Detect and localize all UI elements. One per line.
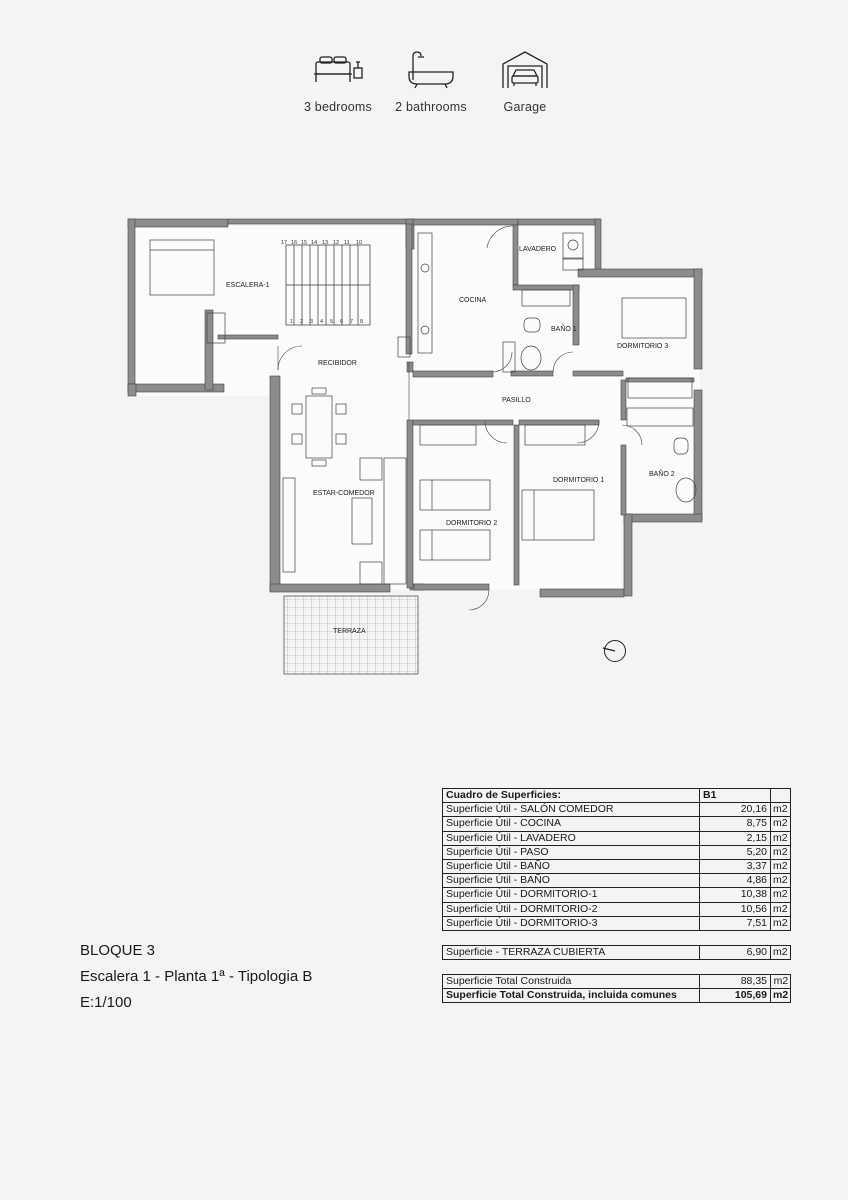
room-label-lavadero: LAVADERO	[519, 246, 557, 253]
row-name: Superficie Útil - PASO	[443, 845, 700, 859]
row-unit: m2	[771, 989, 791, 1003]
stair-number: 14	[311, 240, 318, 246]
row-name: Superficie Útil - SALÓN COMEDOR	[443, 803, 700, 817]
row-value: 7,51	[700, 916, 771, 930]
row-value: 6,90	[700, 946, 771, 960]
table-row	[443, 946, 791, 960]
table-row	[443, 916, 791, 930]
feature-bedrooms-label: 3 bedrooms	[303, 100, 372, 114]
room-label-bano1: BAÑO 1	[551, 326, 577, 333]
title-block	[80, 943, 312, 1021]
stair-number: 6	[340, 319, 344, 325]
row-name: Superficie Útil - COCINA	[443, 817, 700, 831]
row-name: Superficie Total Construida	[443, 975, 700, 989]
stair-number: 2	[300, 319, 304, 325]
row-value: 2,15	[700, 831, 771, 845]
row-value: 5,20	[700, 845, 771, 859]
table-column-header: B1	[700, 789, 771, 803]
stair-number: 4	[320, 319, 324, 325]
row-value: 88,35	[700, 975, 771, 989]
table-header-label: Cuadro de Superficies:	[443, 789, 700, 803]
room-fills	[131, 226, 700, 590]
row-value: 105,69	[700, 989, 771, 1003]
room-label-cocina: COCINA	[459, 297, 487, 304]
row-value: 8,75	[700, 817, 771, 831]
table-row	[443, 817, 791, 831]
room-label-recibidor: RECIBIDOR	[318, 360, 357, 367]
row-value: 20,16	[700, 803, 771, 817]
row-unit: m2	[771, 916, 791, 930]
table-row	[443, 859, 791, 873]
row-unit: m2	[771, 817, 791, 831]
table-row	[443, 874, 791, 888]
block-title: BLOQUE 3	[80, 942, 156, 959]
total-table	[442, 974, 791, 1003]
room-label-dormitorio1: DORMITORIO 1	[553, 477, 605, 484]
table-row	[443, 803, 791, 817]
row-unit: m2	[771, 975, 791, 989]
row-name: Superficie Útil - BAÑO	[443, 859, 700, 873]
stair-number: 7	[350, 319, 354, 325]
plan-description: Escalera 1 - Planta 1ª - Tipologia B	[80, 968, 313, 985]
table-row	[443, 989, 791, 1003]
room-label-bano2: BAÑO 2	[649, 471, 675, 478]
stair-number: 3	[310, 319, 314, 325]
row-unit: m2	[771, 888, 791, 902]
row-value: 10,38	[700, 888, 771, 902]
table-row	[443, 975, 791, 989]
stair-number: 11	[344, 240, 350, 246]
row-name: Superficie Útil - DORMITORIO-3	[443, 916, 700, 930]
row-value: 4,86	[700, 874, 771, 888]
row-name: Superficie Total Construida, incluida comunes	[443, 989, 700, 1003]
stair-number: 5	[330, 319, 334, 325]
stair-number: 17	[281, 240, 288, 246]
stair-number: 8	[360, 319, 364, 325]
stair-number: 13	[322, 240, 329, 246]
room-label-dormitorio2: DORMITORIO 2	[446, 520, 498, 527]
room-label-dormitorio3: DORMITORIO 3	[617, 343, 669, 350]
row-unit: m2	[771, 874, 791, 888]
feature-bathrooms-label: 2 bathrooms	[395, 100, 467, 114]
row-unit: m2	[771, 902, 791, 916]
room-label-terraza: TERRAZA	[333, 628, 366, 635]
row-name: Superficie Útil - BAÑO	[443, 874, 700, 888]
table-row	[443, 845, 791, 859]
row-name: Superficie - TERRAZA CUBIERTA	[443, 946, 700, 960]
stair-number: 10	[356, 240, 363, 246]
terrace-table	[442, 945, 791, 960]
row-name: Superficie Útil - DORMITORIO-1	[443, 888, 700, 902]
compass-icon	[603, 641, 626, 662]
table-row	[443, 831, 791, 845]
row-unit: m2	[771, 946, 791, 960]
row-unit: m2	[771, 803, 791, 817]
room-label-estar: ESTAR-COMEDOR	[313, 490, 375, 497]
row-value: 10,56	[700, 902, 771, 916]
plan-scale: E:1/100	[80, 994, 132, 1011]
table-row	[443, 888, 791, 902]
row-unit: m2	[771, 859, 791, 873]
stair-number: 15	[301, 240, 308, 246]
row-name: Superficie Útil - DORMITORIO-2	[443, 902, 700, 916]
room-label-escalera: ESCALERA-1	[226, 282, 270, 289]
row-unit: m2	[771, 831, 791, 845]
table-row	[443, 902, 791, 916]
row-unit: m2	[771, 845, 791, 859]
stair-number: 1	[290, 319, 294, 325]
surface-table	[442, 788, 791, 931]
table-header-row	[443, 789, 791, 803]
feature-garage-label: Garage	[503, 100, 547, 114]
stair-number: 12	[333, 240, 340, 246]
room-label-pasillo: PASILLO	[502, 397, 531, 404]
row-value: 3,37	[700, 859, 771, 873]
row-name: Superficie Útil - LAVADERO	[443, 831, 700, 845]
stair-number: 16	[291, 240, 298, 246]
terrace-floor	[284, 596, 418, 674]
